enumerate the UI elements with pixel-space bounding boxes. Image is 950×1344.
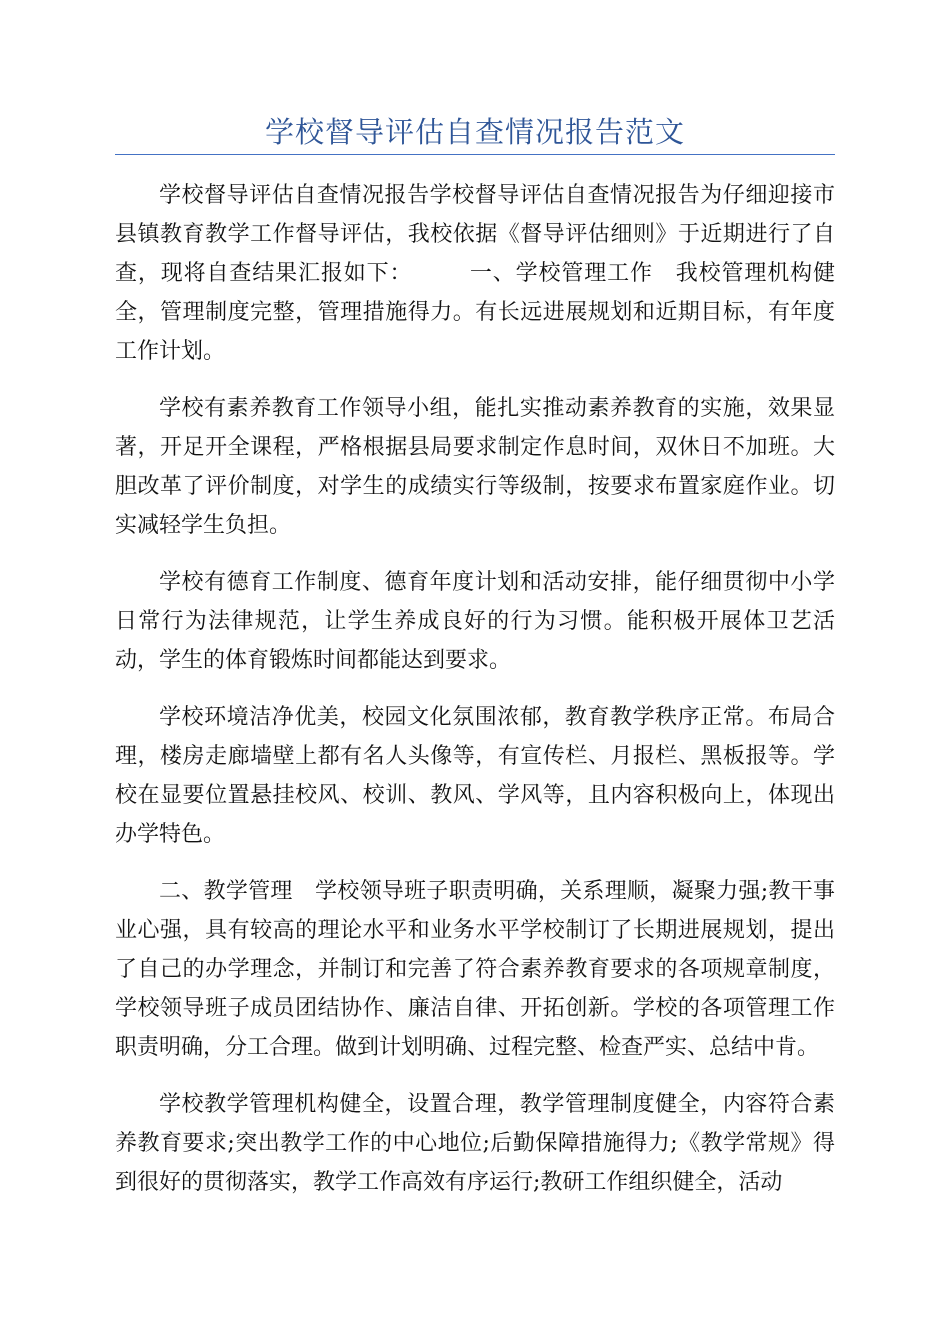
paragraph-5: 二、教学管理 学校领导班子职责明确，关系理顺，凝聚力强;教干事业心强，具有较高的理论水平和业务水平学校制订了长期进展规划，提出了自己的办学理念，并制订和完善了符合素养教育要求的各项规章制度，学校领导班子成员团结协作、廉洁自律、开拓创新。学校的各项管理工作职责明确，分工合理。做到计划明确、过程完整、检查严实、总结中肯。 xyxy=(115,879,835,1060)
paragraph-3: 学校有德育工作制度、德育年度计划和活动安排，能仔细贯彻中小学日常行为法律规范，让学生养成良好的行为习惯。能积极开展体卫艺活动，学生的体育锻炼时间都能达到要求。 xyxy=(115,570,835,673)
title-underline xyxy=(115,154,835,155)
document-title: 学校督导评估自查情况报告范文 xyxy=(264,115,685,149)
paragraph-2: 学校有素养教育工作领导小组，能扎实推动素养教育的实施，效果显著，开足开全课程，严格根据县局要求制定作息时间，双休日不加班。大胆改革了评价制度，对学生的成绩实行等级制，按要求布置家庭作业。切实减轻学生负担。 xyxy=(115,396,835,538)
paragraph-6: 学校教学管理机构健全，设置合理，教学管理制度健全，内容符合素养教育要求;突出教学工作的中心地位;后勤保障措施得力;《教学常规》得到很好的贯彻落实，教学工作高效有序运行;教研工作组织健全，活动 xyxy=(115,1092,835,1195)
document-body xyxy=(115,176,835,1220)
paragraph-4: 学校环境洁净优美，校园文化氛围浓郁，教育教学秩序正常。布局合理，楼房走廊墙壁上都有名人头像等，有宣传栏、月报栏、黑板报等。学校在显要位置悬挂校风、校训、教风、学风等，且内容积极向上，体现出办学特色。 xyxy=(115,705,835,847)
paragraph-1: 学校督导评估自查情况报告学校督导评估自查情况报告为仔细迎接市县镇教育教学工作督导评估，我校依据《督导评估细则》于近期进行了自查，现将自查结果汇报如下： 一、学校管理工作 我校管理机构健全，管理制度完整，管理措施得力。有长远进展规划和近期目标，有年度工作计划。 xyxy=(115,183,835,364)
